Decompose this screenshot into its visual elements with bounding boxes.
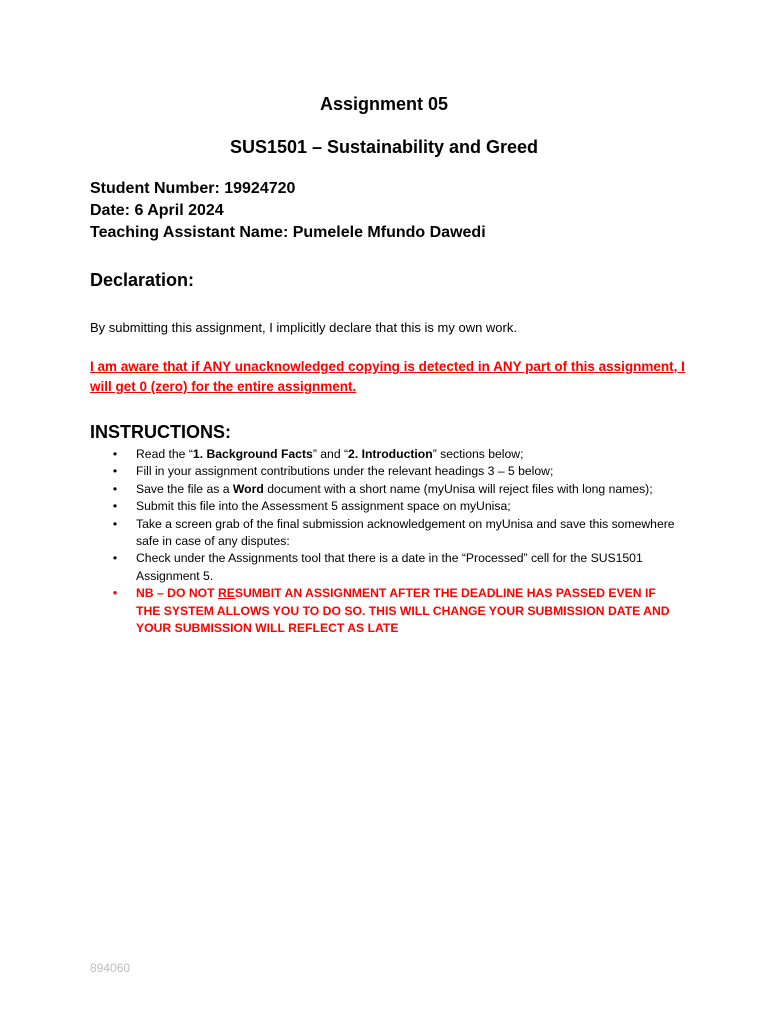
list-item: • NB – DO NOT RESUMBIT AN ASSIGNMENT AFTER THE DEADLINE HAS PASSED EVEN IF THE SYSTEM ALLOWS YOU TO DO SO. THIS WILL CHANGE YOUR SUBMISSION DATE AND YOUR SUBMISSION WILL REFLECT AS LATE [110,585,680,637]
list-item: • Take a screen grab of the final submission acknowledgement on myUnisa and save this somewhere safe in case of any disputes: [110,516,680,551]
bullet-icon: • [112,464,118,479]
list-item: • Save the file as a Word document with a short name (myUnisa will reject files with long names); [110,481,680,498]
list-item: • Read the “1. Background Facts” and “2. Introduction” sections below; [110,446,680,463]
declaration-text: By submitting this assignment, I implicitly declare that this is my own work. [90,320,517,335]
list-item: • Submit this file into the Assessment 5 assignment space on myUnisa; [110,498,680,515]
instructions-list [110,446,680,637]
bullet-icon: • [112,516,118,531]
instructions-heading: INSTRUCTIONS: [90,422,231,442]
assignment-title: Assignment 05 [319,94,449,114]
student-details [90,178,486,244]
bullet-icon: • [112,586,118,601]
bullet-icon: • [112,481,118,496]
page-footer-id: 894060 [90,961,131,975]
student-number: Student Number: 19924720 [90,180,296,197]
teaching-assistant: Teaching Assistant Name: Pumelele Mfundo Dawedi [90,224,486,241]
list-item: • Fill in your assignment contributions under the relevant headings 3 – 5 below; [110,463,680,480]
plagiarism-warning: I am aware that if ANY unacknowledged copying is detected in ANY part of this assignment, I will get 0 (zero) for the entire assignment. [90,359,685,394]
course-title: SUS1501 – Sustainability and Greed [229,137,539,157]
bullet-icon: • [112,499,118,514]
declaration-heading: Declaration: [90,270,195,290]
bullet-icon: • [112,447,118,461]
list-item: • Check under the Assignments tool that there is a date in the “Processed” cell for the SUS1501 Assignment 5. [110,550,680,585]
submission-date: Date: 6 April 2024 [90,202,224,219]
bullet-icon: • [112,551,118,566]
